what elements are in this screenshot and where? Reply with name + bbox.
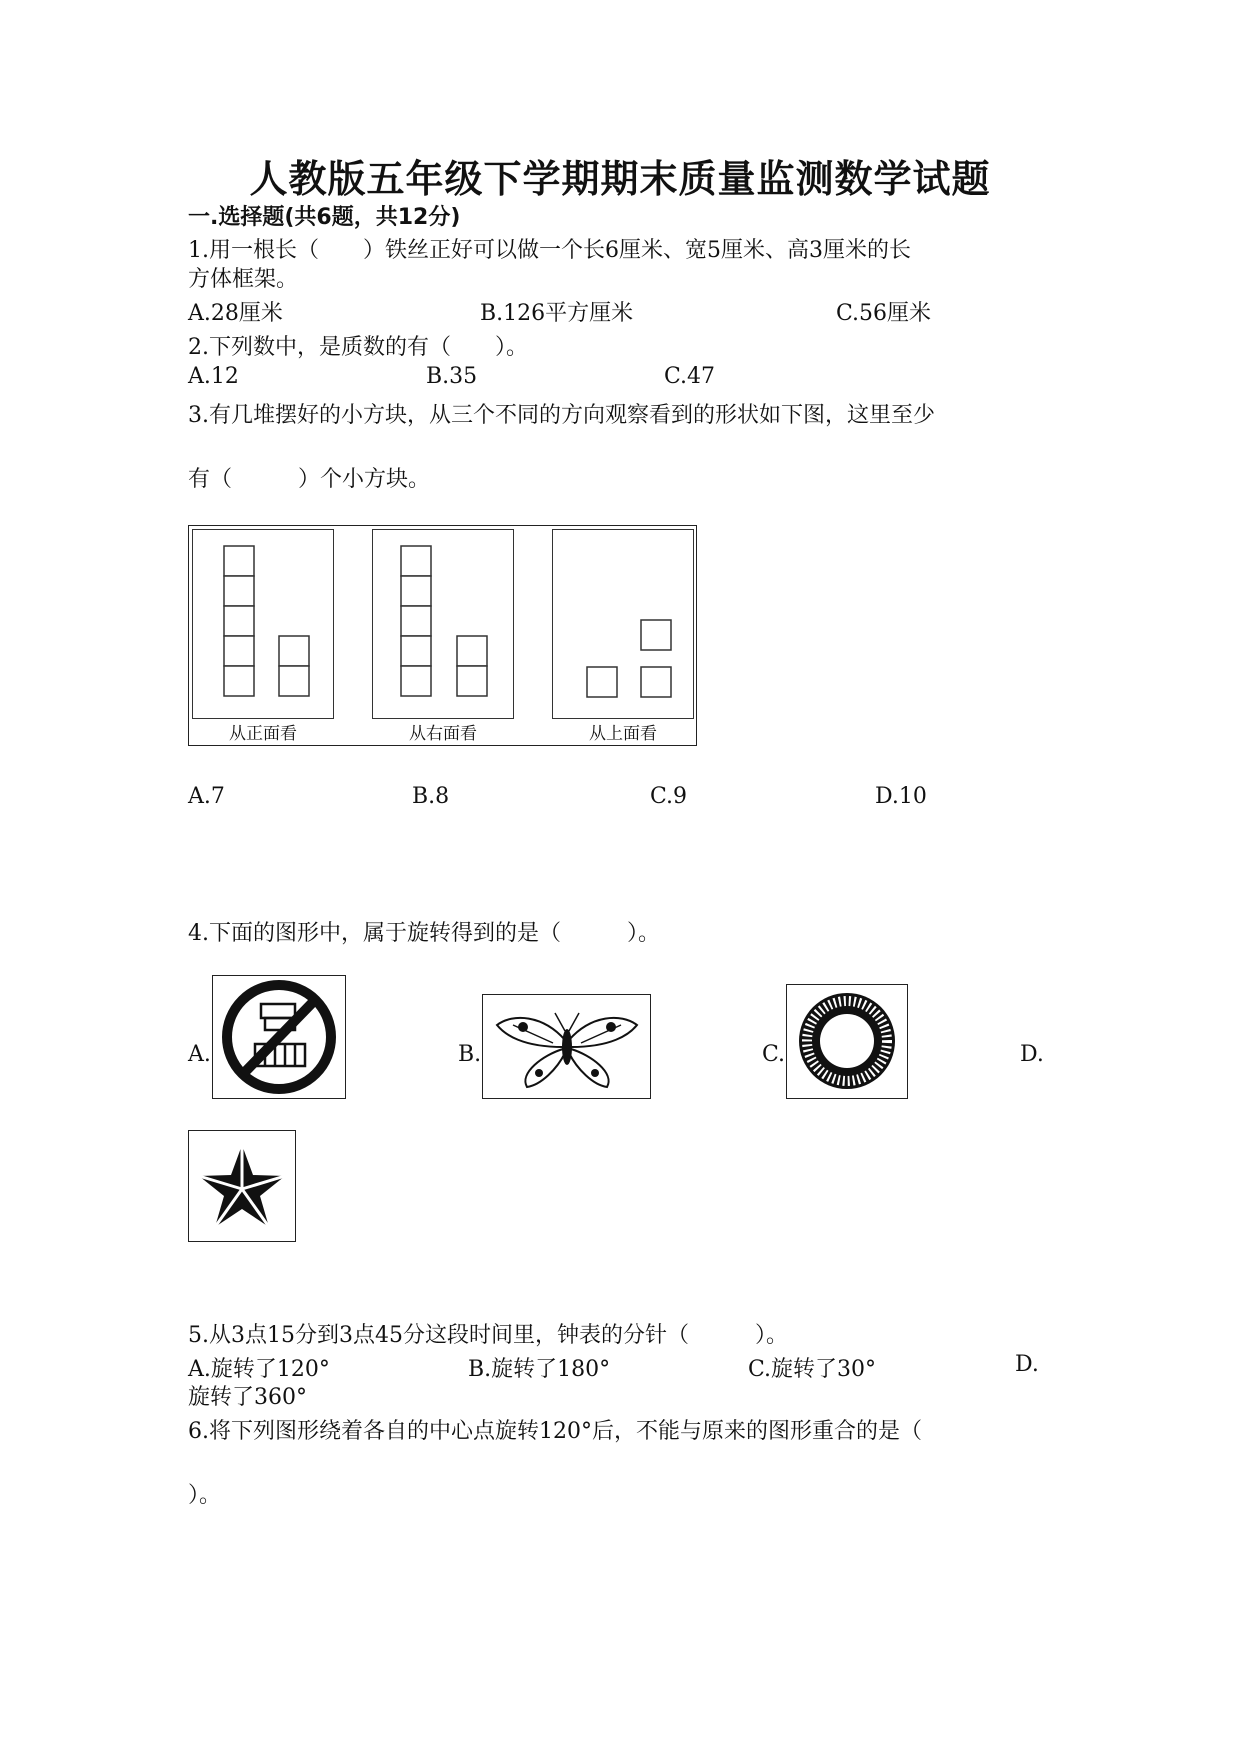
- butterfly-image[interactable]: [482, 994, 651, 1099]
- question-1-line-1: 1.用一根长（ ）铁丝正好可以做一个长6厘米、宽5厘米、高3厘米的长: [188, 238, 911, 263]
- no-books-sign-image[interactable]: [212, 975, 346, 1099]
- front-view-label: 从正面看: [229, 724, 297, 744]
- right-view-label: 从右面看: [409, 724, 477, 744]
- top-view-label: 从上面看: [589, 724, 657, 744]
- front-view-panel: [192, 529, 334, 719]
- question-3-line-1: 3.有几堆摆好的小方块，从三个不同的方向观察看到的形状如下图，这里至少: [188, 403, 935, 428]
- three-view-figure: [188, 525, 697, 746]
- question-4-option-c-label[interactable]: C.: [762, 1042, 786, 1067]
- question-5-text: 5.从3点15分到3点45分这段时间里，钟表的分针（ ）。: [188, 1323, 788, 1348]
- star-icon: [189, 1131, 295, 1241]
- question-3-option-b[interactable]: B.8: [412, 784, 450, 809]
- question-5-option-b[interactable]: B.旋转了180°: [468, 1357, 611, 1382]
- question-2-text: 2.下列数中，是质数的有（ ）。: [188, 335, 528, 360]
- page-title: 人教版五年级下学期期末质量监测数学试题: [249, 157, 991, 201]
- question-5-option-a[interactable]: A.旋转了120°: [188, 1357, 330, 1382]
- question-4-option-d-label[interactable]: D.: [1020, 1042, 1044, 1067]
- question-4-option-a-label[interactable]: A.: [188, 1042, 211, 1067]
- front-view-cubes: [193, 530, 333, 718]
- top-view-panel: [552, 529, 694, 719]
- question-4-option-b-label[interactable]: B.: [458, 1042, 482, 1067]
- question-3-line-2: 有（ ）个小方块。: [188, 467, 431, 492]
- no-books-sign-icon: [213, 976, 345, 1098]
- question-1-option-c[interactable]: C.56厘米: [836, 301, 932, 326]
- question-5-option-c[interactable]: C.旋转了30°: [748, 1357, 877, 1382]
- right-view-cubes: [373, 530, 513, 718]
- question-1-option-a[interactable]: A.28厘米: [188, 301, 283, 326]
- question-2-option-b[interactable]: B.35: [426, 364, 478, 389]
- section-heading: 一.选择题(共6题，共12分): [188, 205, 461, 230]
- question-2-option-c[interactable]: C.47: [664, 364, 716, 389]
- ring-image[interactable]: [786, 984, 908, 1099]
- question-3-option-a[interactable]: A.7: [188, 784, 225, 809]
- butterfly-icon: [483, 995, 650, 1098]
- star-image[interactable]: [188, 1130, 296, 1242]
- right-view-panel: [372, 529, 514, 719]
- question-4-text: 4.下面的图形中，属于旋转得到的是（ ）。: [188, 921, 660, 946]
- question-6-line-2: ）。: [188, 1483, 222, 1508]
- question-6-line-1: 6.将下列图形绕着各自的中心点旋转120°后，不能与原来的图形重合的是（: [188, 1419, 922, 1444]
- ring-icon: [787, 985, 907, 1098]
- top-view-cubes: [553, 530, 693, 718]
- question-5-option-d[interactable]: D.: [1015, 1352, 1039, 1377]
- question-1-option-b[interactable]: B.126平方厘米: [480, 301, 634, 326]
- question-3-option-c[interactable]: C.9: [650, 784, 688, 809]
- question-3-option-d[interactable]: D.10: [875, 784, 927, 809]
- question-1-line-2: 方体框架。: [188, 267, 299, 292]
- question-2-option-a[interactable]: A.12: [188, 364, 239, 389]
- question-5-option-d-text[interactable]: 旋转了360°: [188, 1385, 307, 1410]
